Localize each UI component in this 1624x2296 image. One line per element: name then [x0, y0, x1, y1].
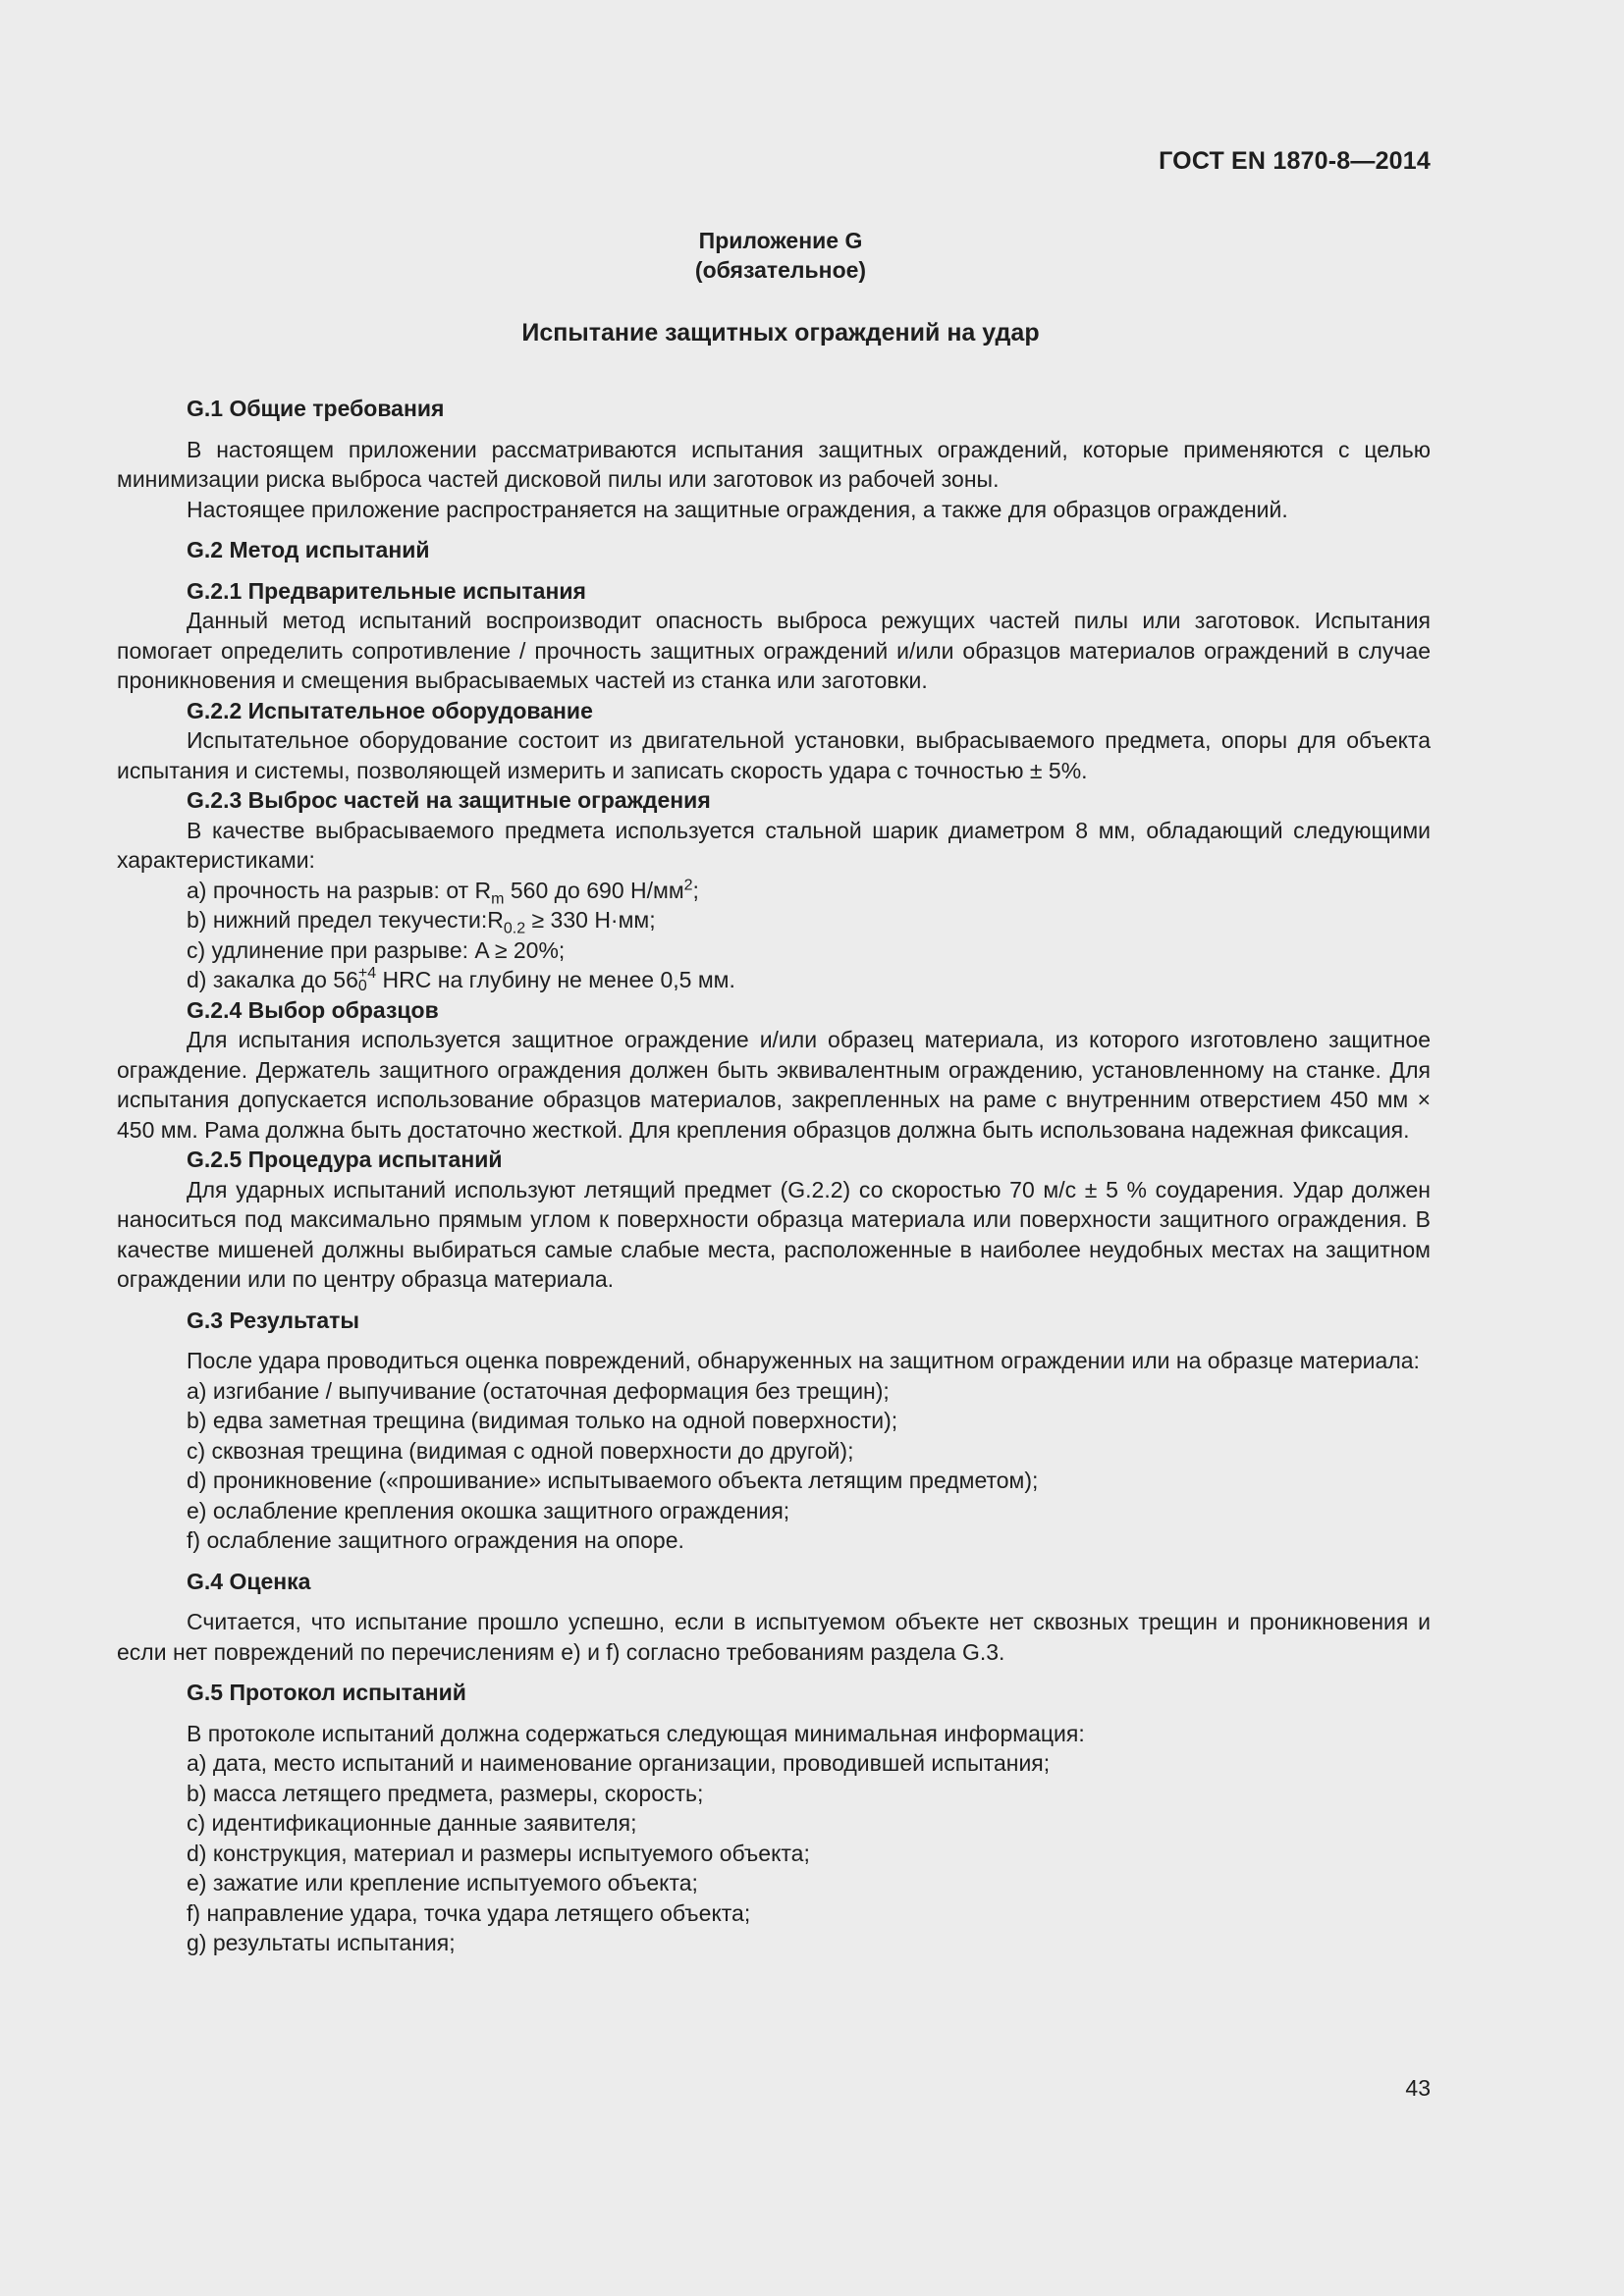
- paragraph: Данный метод испытаний воспроизводит опасность выброса режущих частей пилы или заготовок. Испытания помогает определить сопротивление / прочность защитных ограждений и/или образцов материалов ограждений в случае проникновения и смещения выбрасываемых частей из станка или заготовки.: [117, 608, 1431, 693]
- list-item-text: 560 до 690 Н/мм: [504, 877, 684, 903]
- section-heading-g5: G.5 Протокол испытаний: [187, 1680, 466, 1705]
- subsection-heading-g2-3: G.2.3 Выброс частей на защитные ограждения: [187, 787, 711, 813]
- page-number: 43: [1405, 2075, 1431, 2101]
- list-item-text: b) нижний предел текучести:R: [187, 907, 504, 933]
- section-heading-g1: G.1 Общие требования: [187, 396, 445, 421]
- list-item: g) результаты испытания;: [187, 1930, 456, 1955]
- list-item: [117, 876, 1431, 906]
- list-item: a) дата, место испытаний и наименование организации, проводившей испытания;: [187, 1750, 1051, 1776]
- paragraph: Настоящее приложение распространяется на защитные ограждения, а также для образцов ограждений.: [187, 496, 1288, 522]
- section-heading-g2: G.2 Метод испытаний: [187, 537, 430, 562]
- list-item: c) удлинение при разрыве: A ≥ 20%;: [187, 936, 566, 963]
- list-item-text: ≥ 330 Н·мм;: [525, 907, 656, 933]
- subscript: 0.2: [503, 920, 526, 937]
- list-item: c) сквозная трещина (видимая с одной поверхности до другой);: [187, 1437, 854, 1464]
- paragraph: Испытательное оборудование состоит из двигательной установки, выбрасываемого предмета, опоры для объекта испытания и системы, позволяющей измерить и записать скорость удара с точностью ± 5%.: [117, 727, 1431, 783]
- list-item: f) направление удара, точка удара летящего объекта;: [187, 1899, 751, 1926]
- section-heading-g4: G.4 Оценка: [187, 1568, 311, 1594]
- list-item-text: ;: [692, 877, 699, 903]
- list-item-text: d) закалка до 56: [187, 967, 358, 992]
- paragraph: В протоколе испытаний должна содержаться следующая минимальная информация:: [187, 1720, 1085, 1746]
- paragraph: После удара проводиться оценка повреждений, обнаруженных на защитном ограждении или на образце материала:: [187, 1348, 1420, 1373]
- page-title: Испытание защитных ограждений на удар: [521, 319, 1040, 347]
- paragraph: Для ударных испытаний используют летящий предмет (G.2.2) со скоростью 70 м/с ± 5 % соударения. Удар должен наноситься под максимально прямым углом к поверхности образца материала или поверхности защитного ограждения. В качестве мишеней должны выбираться самые слабые места, расположенные в наиболее неудобных местах на защитном ограждении или по центру образца материала.: [117, 1176, 1431, 1292]
- annex-title: Приложение G: [698, 228, 863, 253]
- superscript: 2: [683, 876, 693, 893]
- list-item-text: a) прочность на разрыв: от R: [187, 877, 492, 903]
- subscript: m: [491, 890, 505, 908]
- list-item: e) зажатие или крепление испытуемого объекта;: [187, 1870, 698, 1896]
- subsection-heading-g2-5: G.2.5 Процедура испытаний: [187, 1147, 503, 1172]
- superscript: +4: [357, 964, 377, 982]
- subsection-heading-g2-1: G.2.1 Предварительные испытания: [187, 577, 586, 604]
- tolerance-stack: [357, 964, 377, 994]
- paragraph: Для испытания используется защитное ограждение и/или образец материала, из которого изготовлено защитное ограждение. Держатель защитного ограждения должен быть эквивалентным ограждению, установленному на станке. Для испытания допускается использование образцов материалов, закрепленных на раме с внутренним отверстием 450 мм × 450 мм. Рама должна быть достаточно жесткой. Для крепления образцов должна быть использована надежная фиксация.: [117, 1027, 1431, 1143]
- list-item: e) ослабление крепления окошка защитного ограждения;: [187, 1497, 790, 1523]
- list-item: a) изгибание / выпучивание (остаточная деформация без трещин);: [187, 1377, 890, 1404]
- paragraph: В качестве выбрасываемого предмета используется стальной шарик диаметром 8 мм, обладающий следующими характеристиками:: [117, 817, 1431, 873]
- list-item: b) масса летящего предмета, размеры, скорость;: [187, 1780, 704, 1806]
- paragraph: В настоящем приложении рассматриваются испытания защитных ограждений, которые применяются с целью минимизации риска выброса частей дисковой пилы или заготовок из рабочей зоны.: [117, 436, 1431, 492]
- list-item: f) ослабление защитного ограждения на опоре.: [187, 1527, 684, 1553]
- subscript: 0: [357, 977, 367, 994]
- list-item: d) конструкция, материал и размеры испытуемого объекта;: [187, 1840, 810, 1866]
- subsection-heading-g2-2: G.2.2 Испытательное оборудование: [187, 697, 593, 723]
- list-item: [117, 965, 1431, 995]
- list-item: d) проникновение («прошивание» испытываемого объекта летящим предметом);: [187, 1468, 1039, 1493]
- list-item-text: HRC на глубину не менее 0,5 мм.: [376, 967, 735, 992]
- list-item: [117, 905, 1431, 935]
- list-item: c) идентификационные данные заявителя;: [187, 1810, 637, 1836]
- document-body: [117, 394, 1431, 1958]
- subsection-heading-g2-4: G.2.4 Выбор образцов: [187, 996, 439, 1023]
- section-heading-g3: G.3 Результаты: [187, 1307, 360, 1333]
- paragraph: Считается, что испытание прошло успешно, если в испытуемом объекте нет сквозных трещин и проникновения и если нет повреждений по перечислениям e) и f) согласно требованиям раздела G.3.: [117, 1609, 1431, 1665]
- list-item: b) едва заметная трещина (видимая только на одной поверхности);: [187, 1408, 898, 1433]
- annex-status: (обязательное): [694, 257, 867, 283]
- standard-code: ГОСТ EN 1870-8—2014: [1159, 147, 1431, 175]
- annex-title-block: [0, 226, 1561, 285]
